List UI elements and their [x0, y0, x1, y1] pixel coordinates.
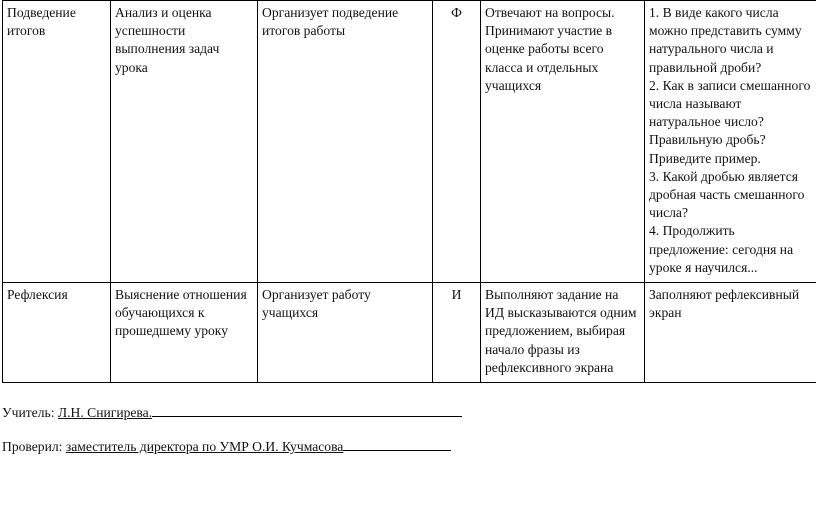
checked-name: заместитель директора по УМР О.И. Кучмасова	[65, 439, 344, 454]
question-2: 2. Как в записи смешанного числа называют натуральное число? Правильную дробь? Приведите пример.	[649, 77, 811, 166]
teacher-signature-blank-2	[312, 402, 462, 417]
question-1: 1. В виде какого числа можно представить сумму натурального числа и правильной дроби?	[649, 5, 802, 75]
teacher-name: Л.Н. Снигирева.	[57, 405, 153, 420]
result-cell	[645, 1, 816, 283]
result-cell: Заполняют рефлексивный экран	[645, 283, 816, 383]
teacher-label: Учитель:	[2, 405, 55, 420]
form-cell: И	[433, 283, 481, 383]
form-cell: Ф	[433, 1, 481, 283]
lesson-plan-table	[2, 0, 816, 383]
student-activity-cell: Отвечают на вопросы. Принимают участие в оценке работы всего класса и отдельных учащихся	[481, 1, 645, 283]
stage-cell: Рефлексия	[3, 283, 111, 383]
question-3: 3. Какой дробью является дробная часть смешанного числа?	[649, 168, 805, 221]
teacher-signature-blank	[152, 402, 312, 417]
stage-cell: Подведение итогов	[3, 1, 111, 283]
student-activity-cell: Выполняют задание на ИД высказываются одним предложением, выбирая начало фразы из рефлексивного экрана	[481, 283, 645, 383]
table-row	[3, 1, 816, 283]
question-4: 4. Продолжить предложение: сегодня на уроке я научился...	[649, 223, 794, 275]
task-cell: Анализ и оценка успешности выполнения задач урока	[111, 1, 258, 283]
teacher-signature-line	[2, 402, 462, 422]
checked-signature-line	[2, 436, 451, 456]
teacher-activity-cell: Организует работу учащихся	[258, 283, 433, 383]
checked-signature-blank	[343, 436, 451, 451]
task-cell: Выяснение отношения обучающихся к прошедшему уроку	[111, 283, 258, 383]
checked-label: Проверил:	[2, 439, 63, 454]
table-row	[3, 283, 816, 383]
teacher-activity-cell: Организует подведение итогов работы	[258, 1, 433, 283]
